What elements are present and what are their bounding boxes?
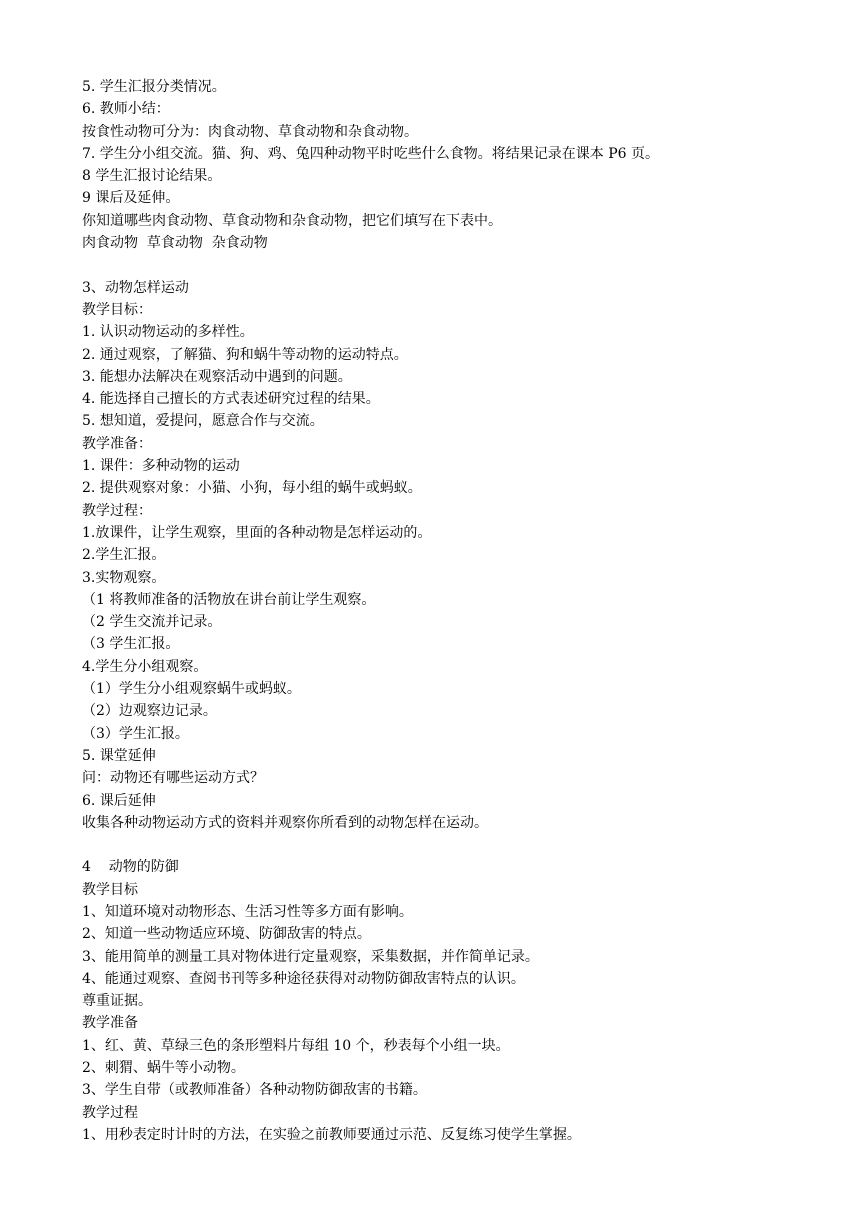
- text-line: 3、能用简单的测量工具对物体进行定量观察，采集数据，并作简单记录。: [82, 948, 539, 965]
- section-intro: [82, 76, 822, 254]
- text-line: 1. 课件：多种动物的运动: [82, 458, 240, 475]
- text-line: 4、能通过观察、查阅书刊等多种途径获得对动物防御敌害特点的认识。: [82, 970, 525, 987]
- text-line: 1、用秒表定时计时的方法，在实验之前教师要通过示范、反复练习使学生掌握。: [82, 1126, 581, 1143]
- text-line: 肉食动物 草食动物 杂食动物: [82, 235, 268, 252]
- text-line: 1.放课件，让学生观察，里面的各种动物是怎样运动的。: [82, 524, 432, 541]
- text-line: 1. 认识动物运动的多样性。: [82, 324, 254, 341]
- text-line: 4. 能选择自己擅长的方式表述研究过程的结果。: [82, 391, 380, 408]
- text-line: 你知道哪些肉食动物、草食动物和杂食动物，把它们填写在下表中。: [82, 212, 502, 229]
- text-line: 5. 想知道，爱提问，愿意合作与交流。: [82, 413, 324, 430]
- text-line: 教学目标：: [82, 301, 152, 318]
- text-line: 9 课后及延伸。: [82, 190, 180, 207]
- text-line: 3.实物观察。: [82, 569, 166, 586]
- text-line: 2. 提供观察对象：小猫、小狗，每小组的蜗牛或蚂蚁。: [82, 480, 422, 497]
- section-animal-movement: [82, 277, 822, 834]
- section-animal-defense: [82, 856, 822, 1146]
- text-line: 1、知道环境对动物形态、生活习性等多方面有影响。: [82, 903, 413, 920]
- text-line: 3、学生自带（或教师准备）各种动物防御敌害的书籍。: [82, 1082, 427, 1099]
- text-line: 2.学生汇报。: [82, 547, 166, 564]
- text-line: 2、刺猬、蜗牛等小动物。: [82, 1060, 245, 1077]
- text-line: 按食性动物可分为：肉食动物、草食动物和杂食动物。: [82, 123, 418, 140]
- text-line: 5. 学生汇报分类情况。: [82, 79, 226, 95]
- text-line: （3 学生汇报。: [82, 636, 180, 653]
- text-line: （1 将教师准备的活物放在讲台前让学生观察。: [82, 591, 376, 608]
- text-line: 1、红、黄、草绿三色的条形塑料片每组 10 个，秒表每个小组一块。: [82, 1037, 510, 1054]
- text-line: 尊重证据。: [82, 993, 152, 1010]
- text-line: 8 学生汇报讨论结果。: [82, 168, 222, 185]
- section-title: 4 动物的防御: [82, 859, 179, 876]
- text-line: 6. 课后延伸: [82, 792, 156, 809]
- text-line: （3）学生汇报。: [82, 725, 189, 742]
- text-line: 7. 学生分小组交流。猫、狗、鸡、兔四种动物平时吃些什么食物。将结果记录在课本 P6 页。: [82, 145, 660, 162]
- text-line: 教学过程：: [82, 502, 152, 519]
- text-line: 6. 教师小结：: [82, 101, 170, 118]
- document-page: [82, 76, 822, 1146]
- text-line: 问：动物还有哪些运动方式？: [82, 770, 264, 787]
- text-line: 教学准备: [82, 1015, 138, 1032]
- text-line: 2、知道一些动物适应环境、防御敌害的特点。: [82, 926, 371, 943]
- text-line: （1）学生分小组观察蜗牛或蚂蚁。: [82, 681, 301, 698]
- text-line: 4.学生分小组观察。: [82, 658, 208, 675]
- blank-line: [82, 834, 822, 856]
- text-line: 3. 能想办法解决在观察活动中遇到的问题。: [82, 368, 352, 385]
- text-line: 5. 课堂延伸: [82, 747, 156, 764]
- text-line: 收集各种动物运动方式的资料并观察你所看到的动物怎样在运动。: [82, 814, 488, 831]
- text-line: （2 学生交流并记录。: [82, 614, 222, 631]
- text-line: （2）边观察边记录。: [82, 703, 217, 720]
- text-line: 教学过程: [82, 1104, 138, 1121]
- text-line: 2. 通过观察，了解猫、狗和蜗牛等动物的运动特点。: [82, 346, 408, 363]
- blank-line: [82, 254, 822, 276]
- text-line: 教学目标: [82, 881, 138, 898]
- text-line: 教学准备：: [82, 435, 152, 452]
- section-title: 3、动物怎样运动: [82, 279, 189, 296]
